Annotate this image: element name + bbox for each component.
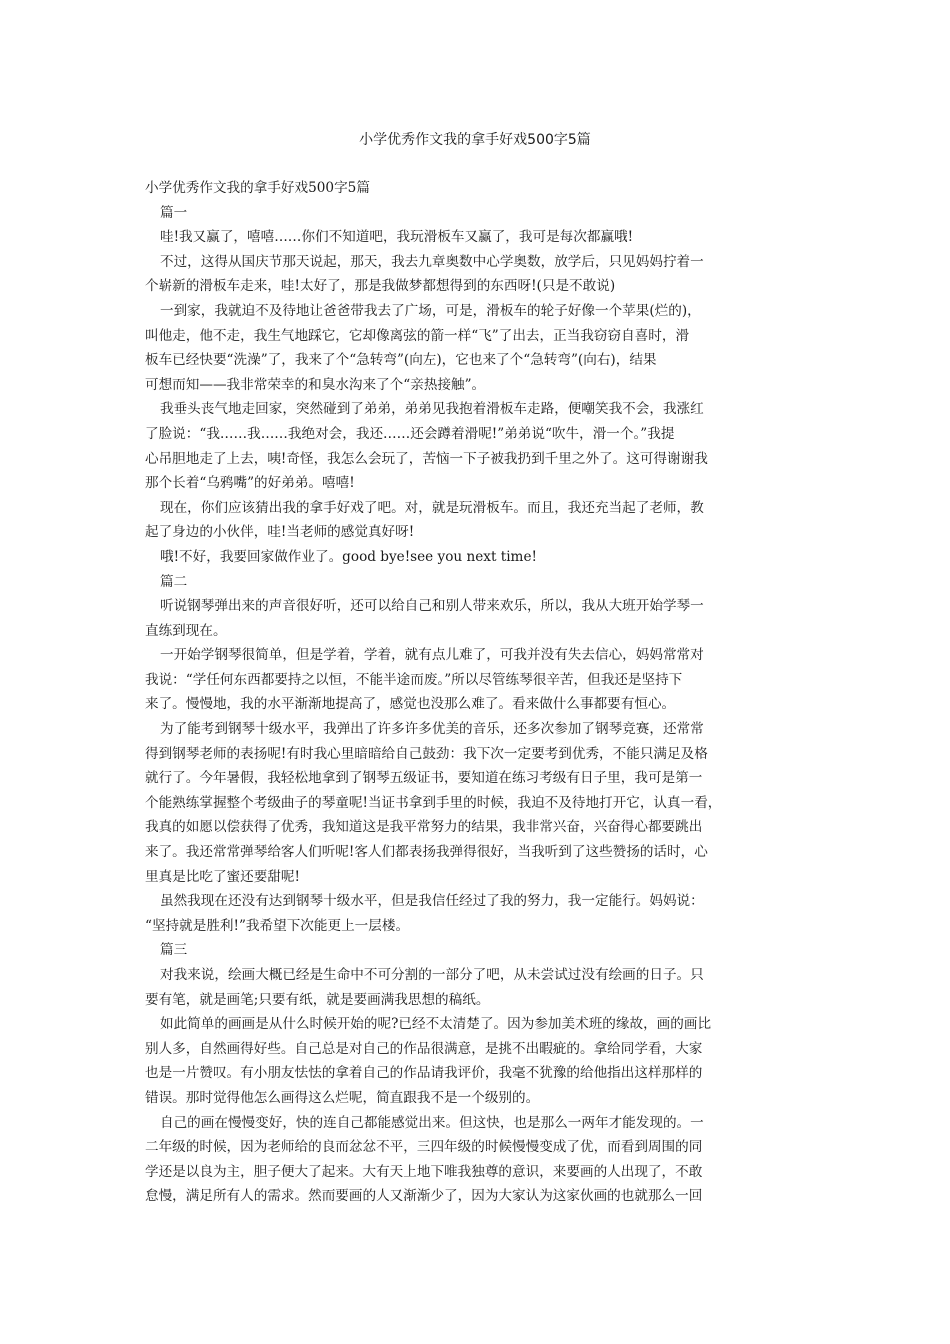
- document-title: 小学优秀作文我的拿手好戏500字5篇: [359, 132, 591, 148]
- text-line: 一到家，我就迫不及待地让爸爸带我去了广场，可是，滑板车的轮子好像一个苹果(烂的)，: [160, 302, 701, 319]
- text-line: 对我来说，绘画大概已经是生命中不可分割的一部分了吧，从未尝试过没有绘画的日子。只: [160, 967, 704, 983]
- text-line: 自己的画在慢慢变好，快的连自己都能感觉出来。但这快，也是那么一两年才能发现的。一: [160, 1114, 704, 1131]
- text-line: 二年级的时候，因为老师给的良而忿忿不平，三四年级的时候慢慢变成了优，而看到周围的同: [145, 1139, 703, 1156]
- text-line: 要有笔，就是画笔;只要有纸，就是要画满我思想的稿纸。: [145, 991, 490, 1008]
- text-line: 不过，这得从国庆节那天说起，那天，我去九章奥数中心学奥数，放学后，只见妈妈拧着一: [160, 253, 704, 270]
- text-line: 可想而知——我非常荣幸的和臭水沟来了个“亲热接触”。: [145, 376, 486, 393]
- text-line: 怠慢，满足所有人的需求。然而要画的人又渐渐少了，因为大家认为这家伙画的也就那么一回: [145, 1188, 703, 1205]
- text-line: 个崭新的滑板车走来，哇!太好了，那是我做梦都想得到的东西呀!(只是不敢说): [145, 278, 616, 295]
- section-heading: 篇三: [160, 942, 188, 959]
- text-line: 现在，你们应该猜出我的拿手好戏了吧。对，就是玩滑板车。而且，我还充当起了老师，教: [160, 499, 704, 516]
- text-line: 起了身边的小伙伴，哇!当老师的感觉真好呀!: [145, 524, 415, 541]
- text-line: 里真是比吃了蜜还要甜呢!: [145, 868, 300, 885]
- text-line: “坚持就是胜利!”我希望下次能更上一层楼。: [145, 917, 410, 934]
- text-line: 叫他走，他不走，我生气地踩它，它却像离弦的箭一样“飞”了出去，正当我窃窃自喜时，滑: [145, 327, 690, 344]
- text-line: 个能熟练掌握整个考级曲子的琴童呢!当证书拿到手里的时候，我迫不及待地打开它，认真一看，: [145, 794, 722, 811]
- text-line: 就行了。今年暑假，我轻松地拿到了钢琴五级证书，要知道在练习考级有日子里，我可是第一: [145, 770, 703, 787]
- text-line: 那个长着“乌鸦嘴”的好弟弟。嘻嘻!: [145, 475, 355, 492]
- document-subtitle: 小学优秀作文我的拿手好戏500字5篇: [145, 180, 370, 196]
- text-line: 一开始学钢琴很简单，但是学着，学着，就有点儿难了，可我并没有失去信心，妈妈常常对: [160, 647, 704, 664]
- text-line: 了脸说：“我……我……我绝对会，我还……还会蹲着滑呢!”弟弟说“吹牛，滑一个。”我提: [145, 425, 675, 442]
- text-line: 听说钢琴弹出来的声音很好听，还可以给自己和别人带来欢乐，所以，我从大班开始学琴一: [160, 598, 704, 615]
- text-line: 也是一片赞叹。有小朋友怯怯的拿着自己的作品请我评价，我毫不犹豫的给他指出这样那样的: [145, 1065, 703, 1082]
- text-line: 心吊胆地走了上去，咦!奇怪，我怎么会玩了，苦恼一下子被我扔到千里之外了。这可得谢谢我: [145, 450, 708, 467]
- paragraph-lines: [145, 201, 805, 1209]
- text-line: 来了。慢慢地，我的水平渐渐地提高了，感觉也没那么难了。看来做什么事都要有恒心。: [145, 696, 676, 713]
- text-line: 哇!我又赢了，嘻嘻……你们不知道吧，我玩滑板车又赢了，我可是每次都赢哦!: [160, 229, 634, 246]
- text-line: 如此简单的画画是从什么时候开始的呢?已经不太清楚了。因为参加美术班的缘故，画的画比: [160, 1016, 712, 1033]
- text-line: 得到钢琴老师的表扬呢!有时我心里暗暗给自己鼓劲：我下次一定要考到优秀，不能只满足及格: [145, 745, 708, 762]
- section-heading: 篇一: [160, 204, 188, 221]
- text-line: 来了。我还常常弹琴给客人们听呢!客人们都表扬我弹得很好，当我听到了这些赞扬的话时，心: [145, 844, 708, 861]
- text-line: 错误。那时觉得他怎么画得这么烂呢，简直跟我不是一个级别的。: [145, 1089, 540, 1106]
- text-line: 板车已经快要“洗澡”了，我来了个“急转弯”(向左)，它也来了个“急转弯”(向右)，结果: [145, 352, 657, 369]
- text-line: 学还是以良为主，胆子便大了起来。大有天上地下唯我独尊的意识，来要画的人出现了，不敢: [145, 1163, 703, 1180]
- text-line: 哦!不好，我要回家做作业了。good bye!see you next time!: [160, 548, 537, 565]
- text-line: 我垂头丧气地走回家，突然碰到了弟弟，弟弟见我抱着滑板车走路，便嘲笑我不会，我涨红: [160, 401, 704, 418]
- document-body: [145, 176, 805, 1209]
- section-heading: 篇二: [160, 573, 188, 590]
- text-line: 别人多，自然画得好些。自己总是对自己的作品很满意，是挑不出暇疵的。拿给同学看，大家: [145, 1040, 703, 1057]
- text-line: 我真的如愿以偿获得了优秀，我知道这是我平常努力的结果，我非常兴奋，兴奋得心都要跳出: [145, 819, 703, 836]
- text-line: 我说：“学任何东西都要持之以恒，不能半途而废。”所以尽管练琴很辛苦，但我还是坚持下: [145, 671, 683, 688]
- text-line: 直练到现在。: [145, 622, 227, 639]
- text-line: 为了能考到钢琴十级水平，我弹出了许多许多优美的音乐，还多次参加了钢琴竞赛，还常常: [160, 721, 704, 738]
- text-line: 虽然我现在还没有达到钢琴十级水平，但是我信任经过了我的努力，我一定能行。妈妈说：: [160, 893, 704, 910]
